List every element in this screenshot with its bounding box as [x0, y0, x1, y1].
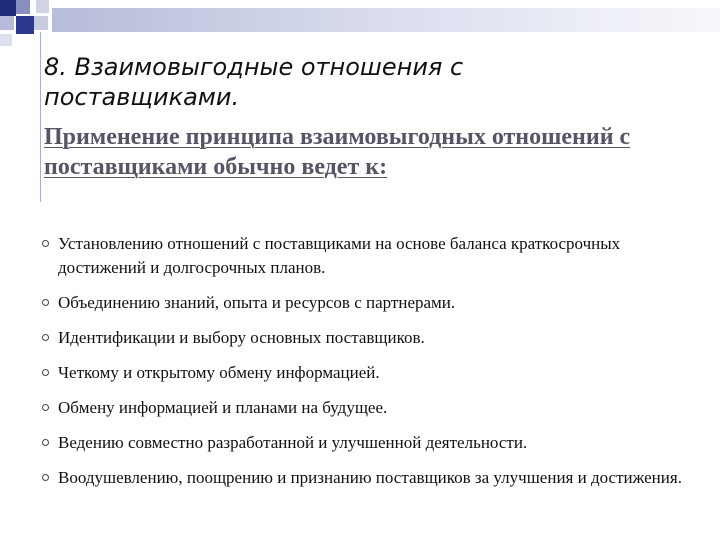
- bullet-list: [42, 232, 702, 501]
- list-item: [42, 232, 702, 280]
- bullet-dot-icon: [42, 369, 49, 376]
- list-item-text: Ведению совместно разработанной и улучшенной деятельности.: [58, 433, 528, 452]
- list-item-text: Идентификации и выбору основных поставщиков.: [58, 328, 425, 347]
- list-item-text: Воодушевлению, поощрению и признанию поставщиков за улучшения и достижения.: [58, 468, 682, 487]
- list-item: [42, 326, 702, 350]
- bullet-dot-icon: [42, 299, 49, 306]
- list-item-text: Установлению отношений с поставщиками на основе баланса краткосрочных достижений и долгосрочных планов.: [58, 234, 621, 277]
- list-item-text: Объединению знаний, опыта и ресурсов с партнерами.: [58, 293, 456, 312]
- list-item: [42, 291, 702, 315]
- decorative-square: [36, 0, 49, 13]
- decorative-square: [0, 0, 16, 16]
- bullet-dot-icon: [42, 439, 49, 446]
- list-item-text: Обмену информацией и планами на будущее.: [58, 398, 388, 417]
- bullet-dot-icon: [42, 240, 49, 247]
- slide-title: 8. Взаимовыгодные отношения с поставщиками.: [44, 53, 464, 111]
- list-item: [42, 396, 702, 420]
- bullet-dot-icon: [42, 404, 49, 411]
- decorative-square: [0, 16, 14, 30]
- list-item-text: Четкому и открытому обмену информацией.: [58, 363, 380, 382]
- decorative-square: [34, 16, 48, 30]
- slide-subtitle: Применение принципа взаимовыгодных отношений с поставщиками обычно ведет к:: [44, 124, 631, 180]
- decorative-square: [16, 0, 30, 14]
- divider-line: [40, 32, 41, 202]
- bullet-dot-icon: [42, 474, 49, 481]
- header-gradient-bar: [52, 8, 720, 32]
- decorative-square: [16, 16, 34, 34]
- list-item: [42, 466, 702, 490]
- decorative-square: [0, 34, 12, 46]
- list-item: [42, 431, 702, 455]
- list-item: [42, 361, 702, 385]
- bullet-dot-icon: [42, 334, 49, 341]
